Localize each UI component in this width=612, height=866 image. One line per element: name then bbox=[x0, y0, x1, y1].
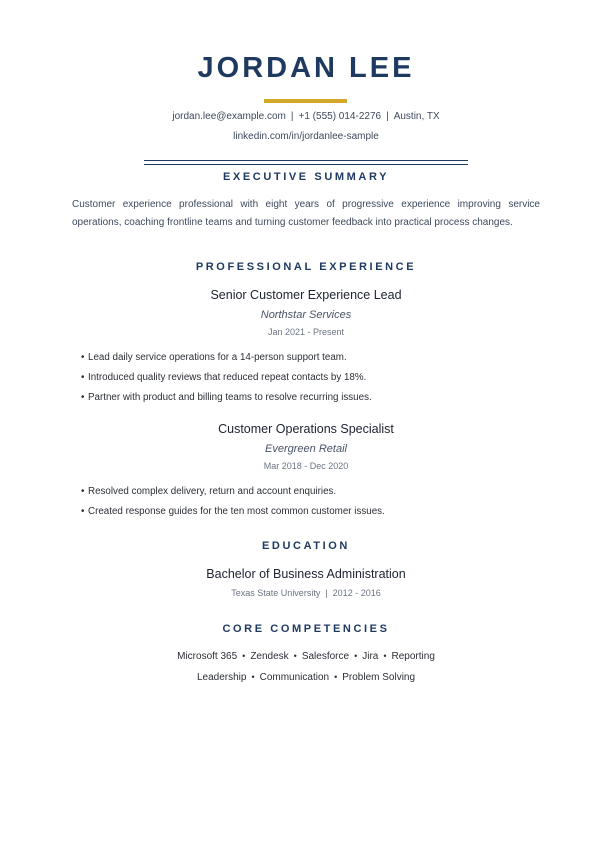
bullet-text: Lead daily service operations for a 14-person support team. bbox=[88, 352, 347, 363]
bullet-text: Resolved complex delivery, return and account enquiries. bbox=[88, 486, 337, 497]
section-title-competencies: CORE COMPETENCIES bbox=[222, 623, 390, 635]
skill-separator: • bbox=[293, 651, 297, 661]
contact-phone: +1 (555) 014-2276 bbox=[298, 111, 382, 122]
contact-line bbox=[0, 110, 612, 124]
candidate-name: JORDAN LEE bbox=[197, 52, 415, 84]
education-separator: | bbox=[325, 588, 328, 598]
skills-row-1 bbox=[0, 649, 612, 664]
education-years: 2012 - 2016 bbox=[332, 588, 381, 598]
summary-text: Customer experience professional with eight years of progressive experience improving service operations, coaching frontline teams and turning customer feedback into practical process changes. bbox=[72, 199, 540, 228]
bullet-text: Introduced quality reviews that reduced repeat contacts by 18%. bbox=[88, 372, 367, 383]
skills-row-2 bbox=[0, 670, 612, 685]
job-role: Customer Operations Specialist bbox=[218, 422, 394, 436]
skill-item: Microsoft 365 bbox=[177, 651, 238, 662]
job-company: Evergreen Retail bbox=[265, 443, 347, 455]
list-item bbox=[81, 388, 372, 408]
skill-separator: • bbox=[251, 672, 255, 682]
job-role: Senior Customer Experience Lead bbox=[210, 288, 402, 302]
skill-item: Salesforce bbox=[301, 651, 350, 662]
skill-item: Leadership bbox=[196, 672, 247, 683]
name-accent-bar bbox=[264, 99, 347, 103]
skill-separator: • bbox=[242, 651, 246, 661]
job-dates: Jan 2021 - Present bbox=[267, 327, 345, 337]
section-title-education: EDUCATION bbox=[262, 540, 350, 552]
contact-email[interactable]: jordan.lee@example.com bbox=[172, 111, 286, 122]
bullet-dot: • bbox=[81, 486, 85, 497]
bullet-dot: • bbox=[81, 372, 85, 383]
skill-separator: • bbox=[354, 651, 358, 661]
skill-item: Communication bbox=[259, 672, 330, 683]
skill-item: Reporting bbox=[391, 651, 435, 662]
job-bullets bbox=[81, 482, 385, 522]
list-item bbox=[81, 348, 372, 368]
education-school: Texas State University bbox=[231, 588, 321, 598]
header-rule-top bbox=[144, 160, 468, 161]
section-title-summary: EXECUTIVE SUMMARY bbox=[222, 171, 390, 183]
skill-item: Jira bbox=[362, 651, 379, 662]
contact-location: Austin, TX bbox=[393, 111, 440, 122]
list-item bbox=[81, 482, 385, 502]
job-dates: Mar 2018 - Dec 2020 bbox=[263, 461, 349, 471]
list-item bbox=[81, 368, 372, 388]
contact-separator: | bbox=[290, 111, 294, 122]
education-meta bbox=[0, 587, 612, 599]
bullet-dot: • bbox=[81, 352, 85, 363]
skill-separator: • bbox=[383, 651, 387, 661]
list-item bbox=[81, 502, 385, 522]
contact-separator: | bbox=[386, 111, 389, 122]
contact-linkedin[interactable]: linkedin.com/in/jordanlee-sample bbox=[233, 131, 379, 142]
job-bullets bbox=[81, 348, 372, 408]
bullet-text: Created response guides for the ten most common customer issues. bbox=[88, 506, 385, 517]
bullet-text: Partner with product and billing teams to resolve recurring issues. bbox=[88, 392, 372, 403]
skill-item: Problem Solving bbox=[342, 672, 416, 683]
skill-item: Zendesk bbox=[250, 651, 289, 662]
bullet-dot: • bbox=[81, 506, 85, 517]
job-company: Northstar Services bbox=[260, 309, 352, 321]
skill-separator: • bbox=[334, 672, 338, 682]
contact-linkedin-line bbox=[0, 130, 612, 144]
bullet-dot: • bbox=[81, 392, 85, 403]
section-title-experience: PROFESSIONAL EXPERIENCE bbox=[195, 261, 417, 273]
education-degree: Bachelor of Business Administration bbox=[206, 567, 406, 581]
header-rule-bottom bbox=[144, 164, 468, 165]
